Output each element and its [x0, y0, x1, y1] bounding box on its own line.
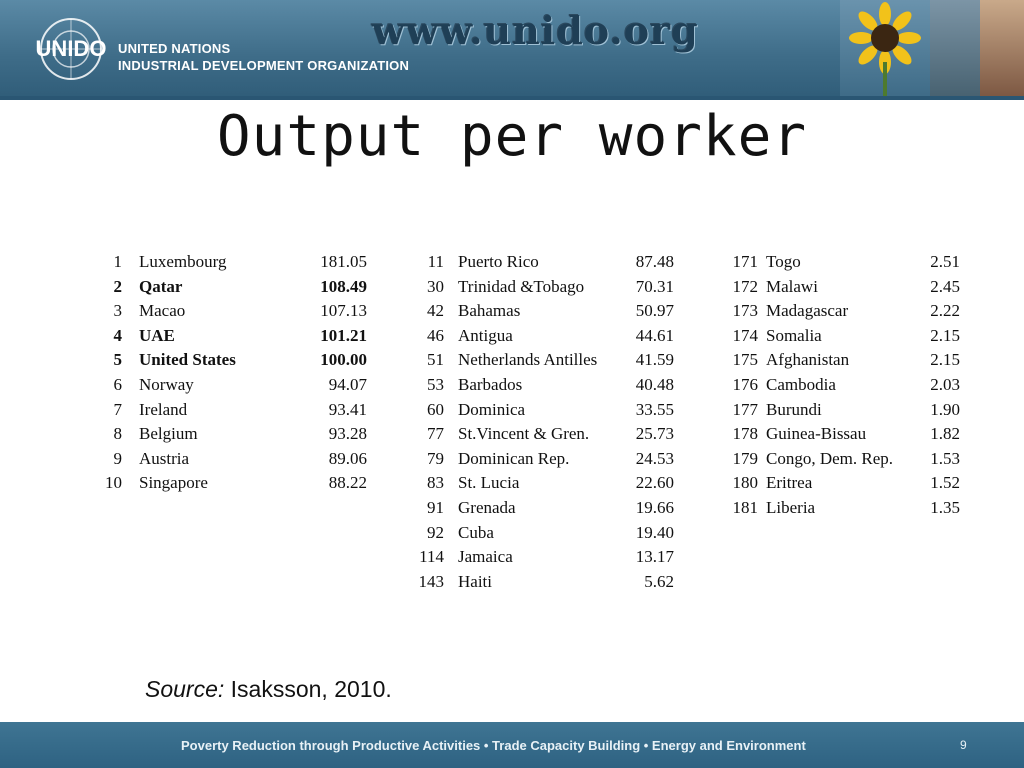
country-cell: UAE [139, 325, 175, 345]
rank-cell: 176 [732, 374, 758, 394]
value-cell: 2.22 [930, 301, 960, 321]
country-cell: Norway [139, 374, 194, 394]
source-citation [145, 676, 392, 703]
rank-cell: 30 [427, 276, 444, 296]
value-cell: 33.55 [635, 399, 674, 419]
source-label: Source: [145, 676, 225, 702]
value-cell: 2.03 [930, 374, 960, 394]
rank-cell: 2 [113, 276, 122, 296]
rank-cell: 7 [113, 399, 122, 419]
country-cell: Puerto Rico [458, 252, 539, 271]
value-cell: 24.53 [635, 448, 674, 468]
country-cell: Jamaica [458, 547, 513, 567]
rank-cell: 171 [732, 252, 758, 271]
value-cell: 108.49 [320, 276, 367, 296]
rank-cell: 175 [732, 350, 758, 370]
rank-cell: 181 [732, 497, 758, 517]
footer-tagline: Poverty Reduction through Productive Activities • Trade Capacity Building • Energy and Environment [181, 738, 806, 753]
value-cell: 89.06 [328, 448, 367, 468]
sunflower-icon [840, 0, 930, 100]
value-cell: 93.41 [328, 399, 367, 419]
country-cell: Burundi [766, 399, 822, 419]
country-cell: Belgium [139, 424, 198, 444]
value-cell: 70.31 [635, 276, 674, 296]
value-cell: 2.15 [930, 325, 960, 345]
country-cell: Trinidad &Tobago [458, 276, 585, 296]
value-cell: 13.17 [635, 547, 674, 567]
country-cell: Singapore [139, 473, 208, 493]
rank-cell: 1 [113, 252, 122, 271]
value-cell: 19.40 [635, 522, 674, 542]
value-cell: 88.22 [328, 473, 367, 493]
org-name-line2: INDUSTRIAL DEVELOPMENT ORGANIZATION [118, 58, 410, 73]
value-cell: 2.45 [930, 276, 960, 296]
unido-logo [30, 16, 112, 86]
country-cell: Liberia [766, 497, 816, 517]
value-cell: 1.90 [930, 399, 960, 419]
country-cell: St. Lucia [458, 473, 520, 493]
country-cell: Antigua [458, 325, 513, 345]
site-url: www.unido.org [372, 8, 699, 53]
footer-bar [0, 722, 1024, 768]
source-text: Isaksson, 2010. [224, 676, 392, 702]
rank-cell: 177 [732, 399, 758, 419]
value-cell: 2.51 [930, 252, 960, 271]
country-cell: Qatar [139, 276, 183, 296]
country-cell: Haiti [458, 571, 492, 591]
page-number: 9 [960, 738, 967, 752]
country-cell: Somalia [766, 325, 822, 345]
rank-cell: 51 [427, 350, 444, 370]
rank-cell: 91 [427, 497, 444, 517]
value-cell: 2.15 [930, 350, 960, 370]
rank-cell: 173 [732, 301, 758, 321]
value-cell: 40.48 [635, 374, 674, 394]
rank-cell: 179 [732, 448, 758, 468]
organization-name [118, 40, 409, 74]
sunflower-photo [840, 0, 930, 100]
rank-cell: 42 [427, 301, 444, 321]
rank-cell: 10 [105, 473, 122, 493]
country-cell: Togo [766, 252, 801, 271]
country-cell: United States [139, 350, 236, 370]
logo-text: UNIDO [35, 36, 107, 61]
rank-cell: 79 [427, 448, 444, 468]
value-cell: 87.48 [635, 252, 674, 271]
rank-cell: 143 [418, 571, 444, 591]
rank-cell: 53 [427, 374, 444, 394]
country-cell: Cambodia [766, 374, 836, 394]
header-banner [0, 0, 1024, 100]
country-cell: Barbados [458, 374, 523, 394]
value-cell: 101.21 [320, 325, 367, 345]
country-cell: Cuba [458, 522, 494, 542]
rank-cell: 92 [427, 522, 444, 542]
rank-cell: 83 [427, 473, 444, 493]
slide-title: Output per worker [216, 104, 808, 169]
country-cell: St.Vincent & Gren. [458, 424, 590, 444]
value-cell: 1.53 [930, 448, 960, 468]
country-cell: Afghanistan [766, 350, 850, 370]
country-cell: Macao [139, 301, 186, 321]
value-cell: 181.05 [320, 252, 367, 271]
country-cell: Austria [139, 448, 190, 468]
value-cell: 5.62 [644, 571, 674, 591]
value-cell: 44.61 [635, 325, 674, 345]
rank-cell: 11 [427, 252, 444, 271]
country-cell: Bahamas [458, 301, 521, 321]
value-cell: 1.35 [930, 497, 960, 517]
rank-cell: 77 [427, 424, 444, 444]
country-cell: Madagascar [766, 301, 849, 321]
country-cell: Dominica [458, 399, 526, 419]
country-cell: Guinea-Bissau [766, 424, 867, 444]
country-cell: Dominican Rep. [458, 448, 570, 468]
value-cell: 93.28 [328, 424, 367, 444]
country-cell: Grenada [458, 497, 516, 517]
country-cell: Congo, Dem. Rep. [766, 448, 894, 468]
value-cell: 107.13 [320, 301, 367, 321]
value-cell: 1.52 [930, 473, 960, 493]
rank-cell: 174 [732, 325, 758, 345]
value-cell: 41.59 [635, 350, 674, 370]
value-cell: 1.82 [930, 424, 960, 444]
rank-cell: 8 [113, 424, 122, 444]
worker-photo [980, 0, 1024, 100]
rank-cell: 46 [427, 325, 444, 345]
value-cell: 94.07 [328, 374, 367, 394]
rank-cell: 3 [113, 301, 122, 321]
rank-cell: 178 [732, 424, 758, 444]
rank-cell: 172 [732, 276, 758, 296]
rank-cell: 6 [113, 374, 122, 394]
org-name-line1: UNITED NATIONS [118, 41, 231, 56]
rank-cell: 5 [113, 350, 122, 370]
value-cell: 100.00 [320, 350, 367, 370]
rank-cell: 114 [419, 547, 444, 567]
country-cell: Netherlands Antilles [458, 350, 598, 370]
rank-cell: 4 [113, 325, 122, 345]
rank-cell: 9 [113, 448, 122, 468]
country-cell: Ireland [139, 399, 188, 419]
value-cell: 19.66 [635, 497, 674, 517]
factory-photo [930, 0, 980, 100]
value-cell: 25.73 [635, 424, 674, 444]
country-cell: Luxembourg [139, 252, 227, 271]
rank-cell: 60 [427, 399, 444, 419]
value-cell: 50.97 [635, 301, 674, 321]
value-cell: 22.60 [635, 473, 674, 493]
country-cell: Eritrea [766, 473, 813, 493]
country-cell: Malawi [766, 276, 818, 296]
rank-cell: 180 [732, 473, 758, 493]
